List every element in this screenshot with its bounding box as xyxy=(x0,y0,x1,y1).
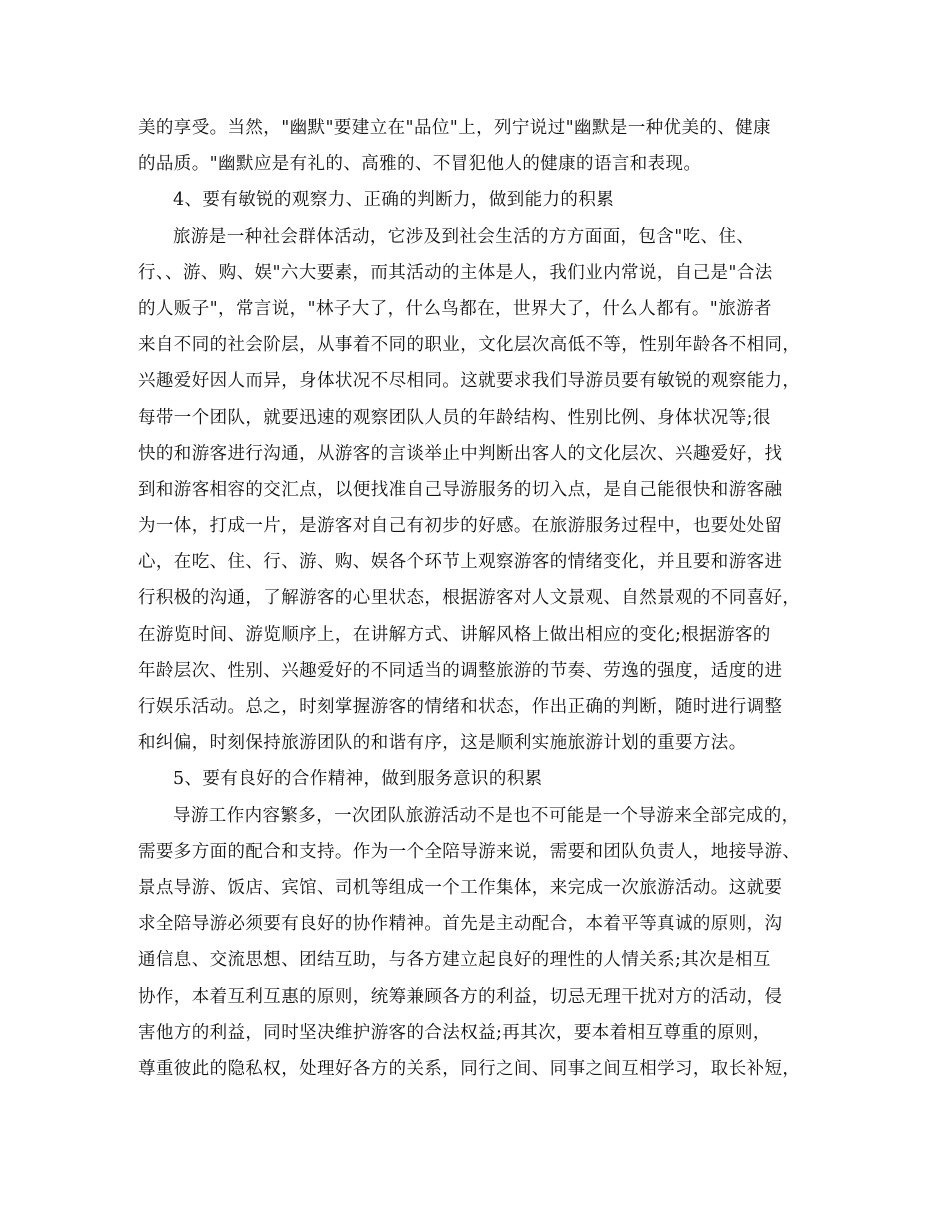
text-line: 为一体，打成一片，是游客对自己有初步的好感。在旅游服务过程中，也要处处留 xyxy=(138,516,783,537)
text-line: 来自不同的社会阶层，从事着不同的职业，文化层次高低不等，性别年龄各不相同， xyxy=(138,335,801,356)
text-line: 每带一个团队，就要迅速的观察团队人员的年龄结构、性别比例、身体状况等;很 xyxy=(138,407,771,428)
text-line: 兴趣爱好因人而异，身体状况不尽相同。这就要求我们导游员要有敏锐的观察能力， xyxy=(138,371,801,392)
text-line: 5、要有良好的合作精神，做到服务意识的积累 xyxy=(173,769,543,790)
text-line: 年龄层次、性别、兴趣爱好的不同适当的调整旅游的节奏、劳逸的强度，适度的进 xyxy=(138,660,783,681)
text-line: 和纠偏，时刻保持旅游团队的和谐有序，这是顺利实施旅游计划的重要方法。 xyxy=(138,733,747,754)
text-line: 心，在吃、住、行、游、购、娱各个环节上观察游客的情绪变化，并且要和游客进 xyxy=(138,552,783,573)
text-line: 快的和游客进行沟通，从游客的言谈举止中判断出客人的文化层次、兴趣爱好，找 xyxy=(138,443,783,464)
document-body xyxy=(138,110,822,1087)
text-line: 到和游客相容的交汇点，以便找准自己导游服务的切入点，是自己能很快和游客融 xyxy=(138,479,783,500)
text-line: 通信息、交流思想、团结互助，与各方建立起良好的理性的人情关系;其次是相互 xyxy=(138,950,771,971)
text-line: 行娱乐活动。总之，时刻掌握游客的情绪和状态，作出正确的判断，随时进行调整 xyxy=(138,697,783,717)
text-line: 行、、游、购、娱"六大要素，而其活动的主体是人，我们业内常说，自己是"合法 xyxy=(138,262,773,283)
text-line: 协作，本着互利互惠的原则，统筹兼顾各方的利益，切忌无理干扰对方的活动，侵 xyxy=(138,986,783,1007)
text-line: 的人贩子"，常言说，"林子大了，什么鸟都在，世界大了，什么人都有。"旅游者 xyxy=(138,298,772,319)
text-line: 景点导游、饭店、宾馆、司机等组成一个工作集体，来完成一次旅游活动。这就要 xyxy=(138,877,783,898)
text-line: 害他方的利益，同时坚决维护游客的合法权益;再其次，要本着相互尊重的原则， xyxy=(138,1022,771,1043)
text-line: 尊重彼此的隐私权，处理好各方的关系，同行之间、同事之间互相学习，取长补短， xyxy=(138,1058,801,1079)
text-line: 行积极的沟通，了解游客的心里状态，根据游客对人文景观、自然景观的不同喜好， xyxy=(138,588,801,609)
text-line: 4、要有敏锐的观察力、正确的判断力，做到能力的积累 xyxy=(173,190,615,211)
text-line: 导游工作内容繁多，一次团队旅游活动不是也不可能是一个导游来全部完成的， xyxy=(173,805,800,826)
text-line: 旅游是一种社会群体活动，它涉及到社会生活的方方面面，包含"吃、住、 xyxy=(173,226,755,247)
text-line: 在游览时间、游览顺序上，在讲解方式、讲解风格上做出相应的变化;根据游客的 xyxy=(138,624,771,645)
text-line: 需要多方面的配合和支持。作为一个全陪导游来说，需要和团队负责人，地接导游、 xyxy=(138,841,801,862)
text-line: 美的享受。当然，"幽默"要建立在"品位"上，列宁说过"幽默是一种优美的、健康 xyxy=(138,118,771,138)
text-line: 求全陪导游必须要有良好的协作精神。首先是主动配合，本着平等真诚的原则，沟 xyxy=(138,914,783,935)
text-line: 的品质。"幽默应是有礼的、高雅的、不冒犯他人的健康的语言和表现。 xyxy=(138,154,702,175)
